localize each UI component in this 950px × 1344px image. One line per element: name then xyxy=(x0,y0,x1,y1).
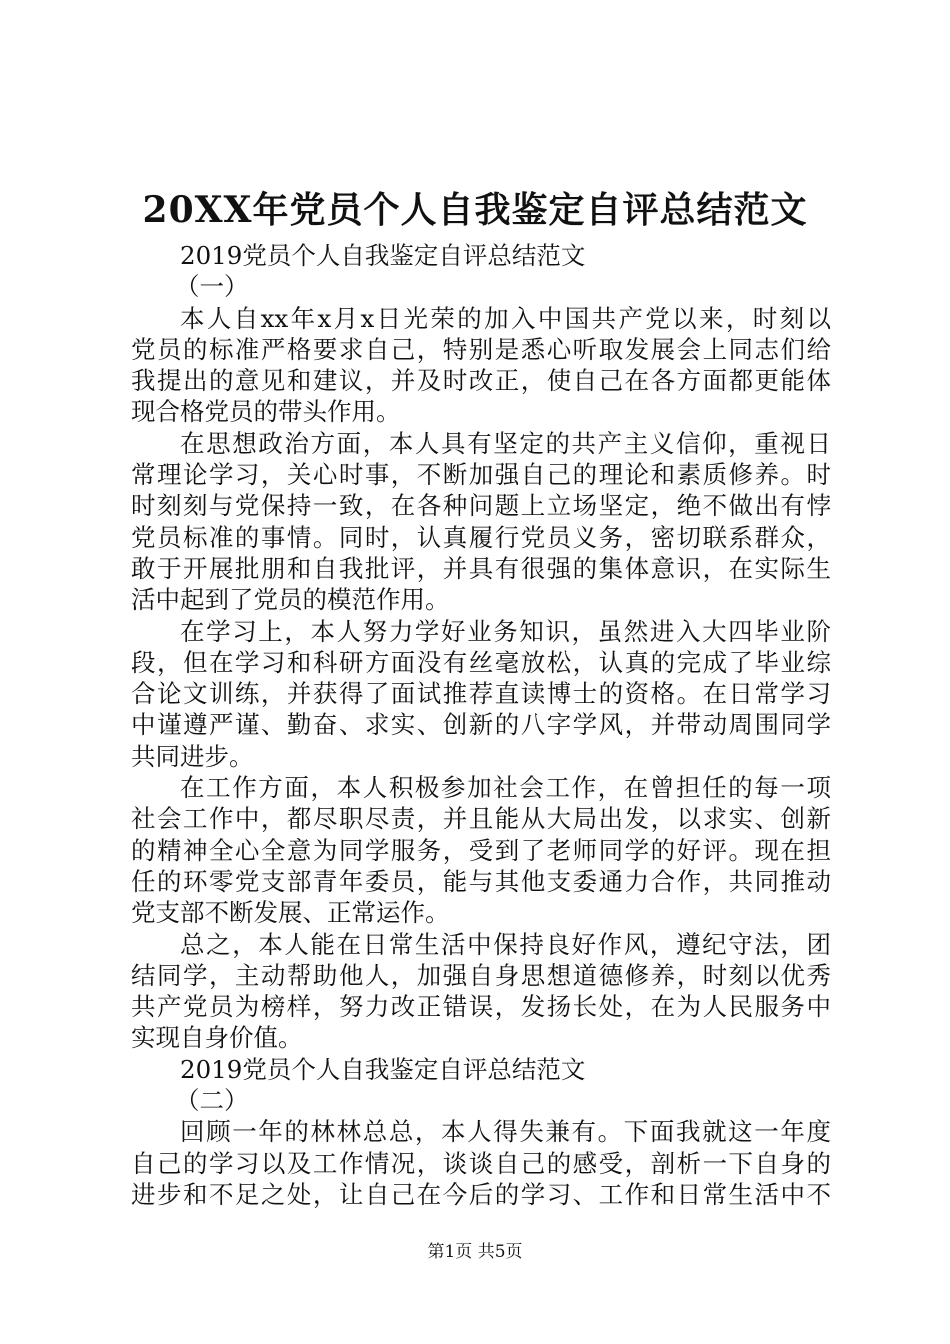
paragraph-line: 实现自身价值。 xyxy=(131,1023,303,1053)
paragraph-line: 自己的学习以及工作情况，谈谈自己的感受，剖析一下自身的 xyxy=(131,1148,831,1178)
paragraph-line: 我提出的意见和建议，并及时改正，使自己在各方面都更能体 xyxy=(131,366,831,396)
section-number: （一） xyxy=(175,272,249,302)
section-number: （二） xyxy=(175,1086,249,1116)
paragraph-line: 时刻刻与党保持一致，在各种问题上立场坚定，绝不做出有悖 xyxy=(131,491,831,521)
paragraph-line: 共同进步。 xyxy=(131,741,254,771)
paragraph-line: 社会工作中，都尽职尽责，并且能从大局出发，以求实、创新 xyxy=(131,804,831,834)
paragraph-line: 总之，本人能在日常生活中保持良好作风，遵纪守法，团 xyxy=(180,929,831,959)
section-heading: 2019党员个人自我鉴定自评总结范文 xyxy=(180,1054,586,1084)
paragraph-line: 共产党员为榜样，努力改正错误，发扬长处，在为人民服务中 xyxy=(131,992,831,1022)
paragraph-line: 党员的标准严格要求自己，特别是悉心听取发展会上同志们给 xyxy=(131,334,831,364)
paragraph-line: 在学习上，本人努力学好业务知识，虽然进入大四毕业阶 xyxy=(180,616,831,646)
paragraph-line: 党支部不断发展、正常运作。 xyxy=(131,898,450,928)
paragraph-line: 进步和不足之处，让自己在今后的学习、工作和日常生活中不 xyxy=(131,1179,831,1209)
paragraph-line: 的精神全心全意为同学服务，受到了老师同学的好评。现在担 xyxy=(131,835,831,865)
paragraph-line: 任的环零党支部青年委员，能与其他支委通力合作，共同推动 xyxy=(131,866,831,896)
paragraph-line: 敢于开展批朋和自我批评，并具有很强的集体意识，在实际生 xyxy=(131,553,831,583)
paragraph-line: 回顾一年的林林总总，本人得失兼有。下面我就这一年度 xyxy=(180,1117,831,1147)
paragraph-line: 在思想政治方面，本人具有坚定的共产主义信仰，重视日 xyxy=(180,428,831,458)
paragraph-line: 段，但在学习和科研方面没有丝毫放松，认真的完成了毕业综 xyxy=(131,647,831,677)
paragraph-line: 活中起到了党员的模范作用。 xyxy=(131,585,450,615)
paragraph-line: 党员标准的事情。同时，认真履行党员义务，密切联系群众， xyxy=(131,522,831,552)
paragraph-line: 中谨遵严谨、勤奋、求实、创新的八字学风，并带动周围同学 xyxy=(131,710,831,740)
document-body xyxy=(131,240,831,1210)
paragraph-line: 现合格党员的带头作用。 xyxy=(131,397,401,427)
paragraph-line: 常理论学习，关心时事，不断加强自己的理论和素质修养。时 xyxy=(131,460,831,490)
page-footer: 第1页 共5页 xyxy=(427,1242,523,1262)
paragraph-line: 本人自xx年x月x日光荣的加入中国共产党以来，时刻以 xyxy=(180,303,831,333)
section-heading: 2019党员个人自我鉴定自评总结范文 xyxy=(180,241,586,270)
document-title: 20XX年党员个人自我鉴定自评总结范文 xyxy=(142,189,808,231)
paragraph-line: 结同学，主动帮助他人，加强自身思想道德修养，时刻以优秀 xyxy=(131,960,831,990)
paragraph-line: 合论文训练，并获得了面试推荐直读博士的资格。在日常学习 xyxy=(131,679,831,709)
paragraph-line: 在工作方面，本人积极参加社会工作，在曾担任的每一项 xyxy=(180,773,831,803)
